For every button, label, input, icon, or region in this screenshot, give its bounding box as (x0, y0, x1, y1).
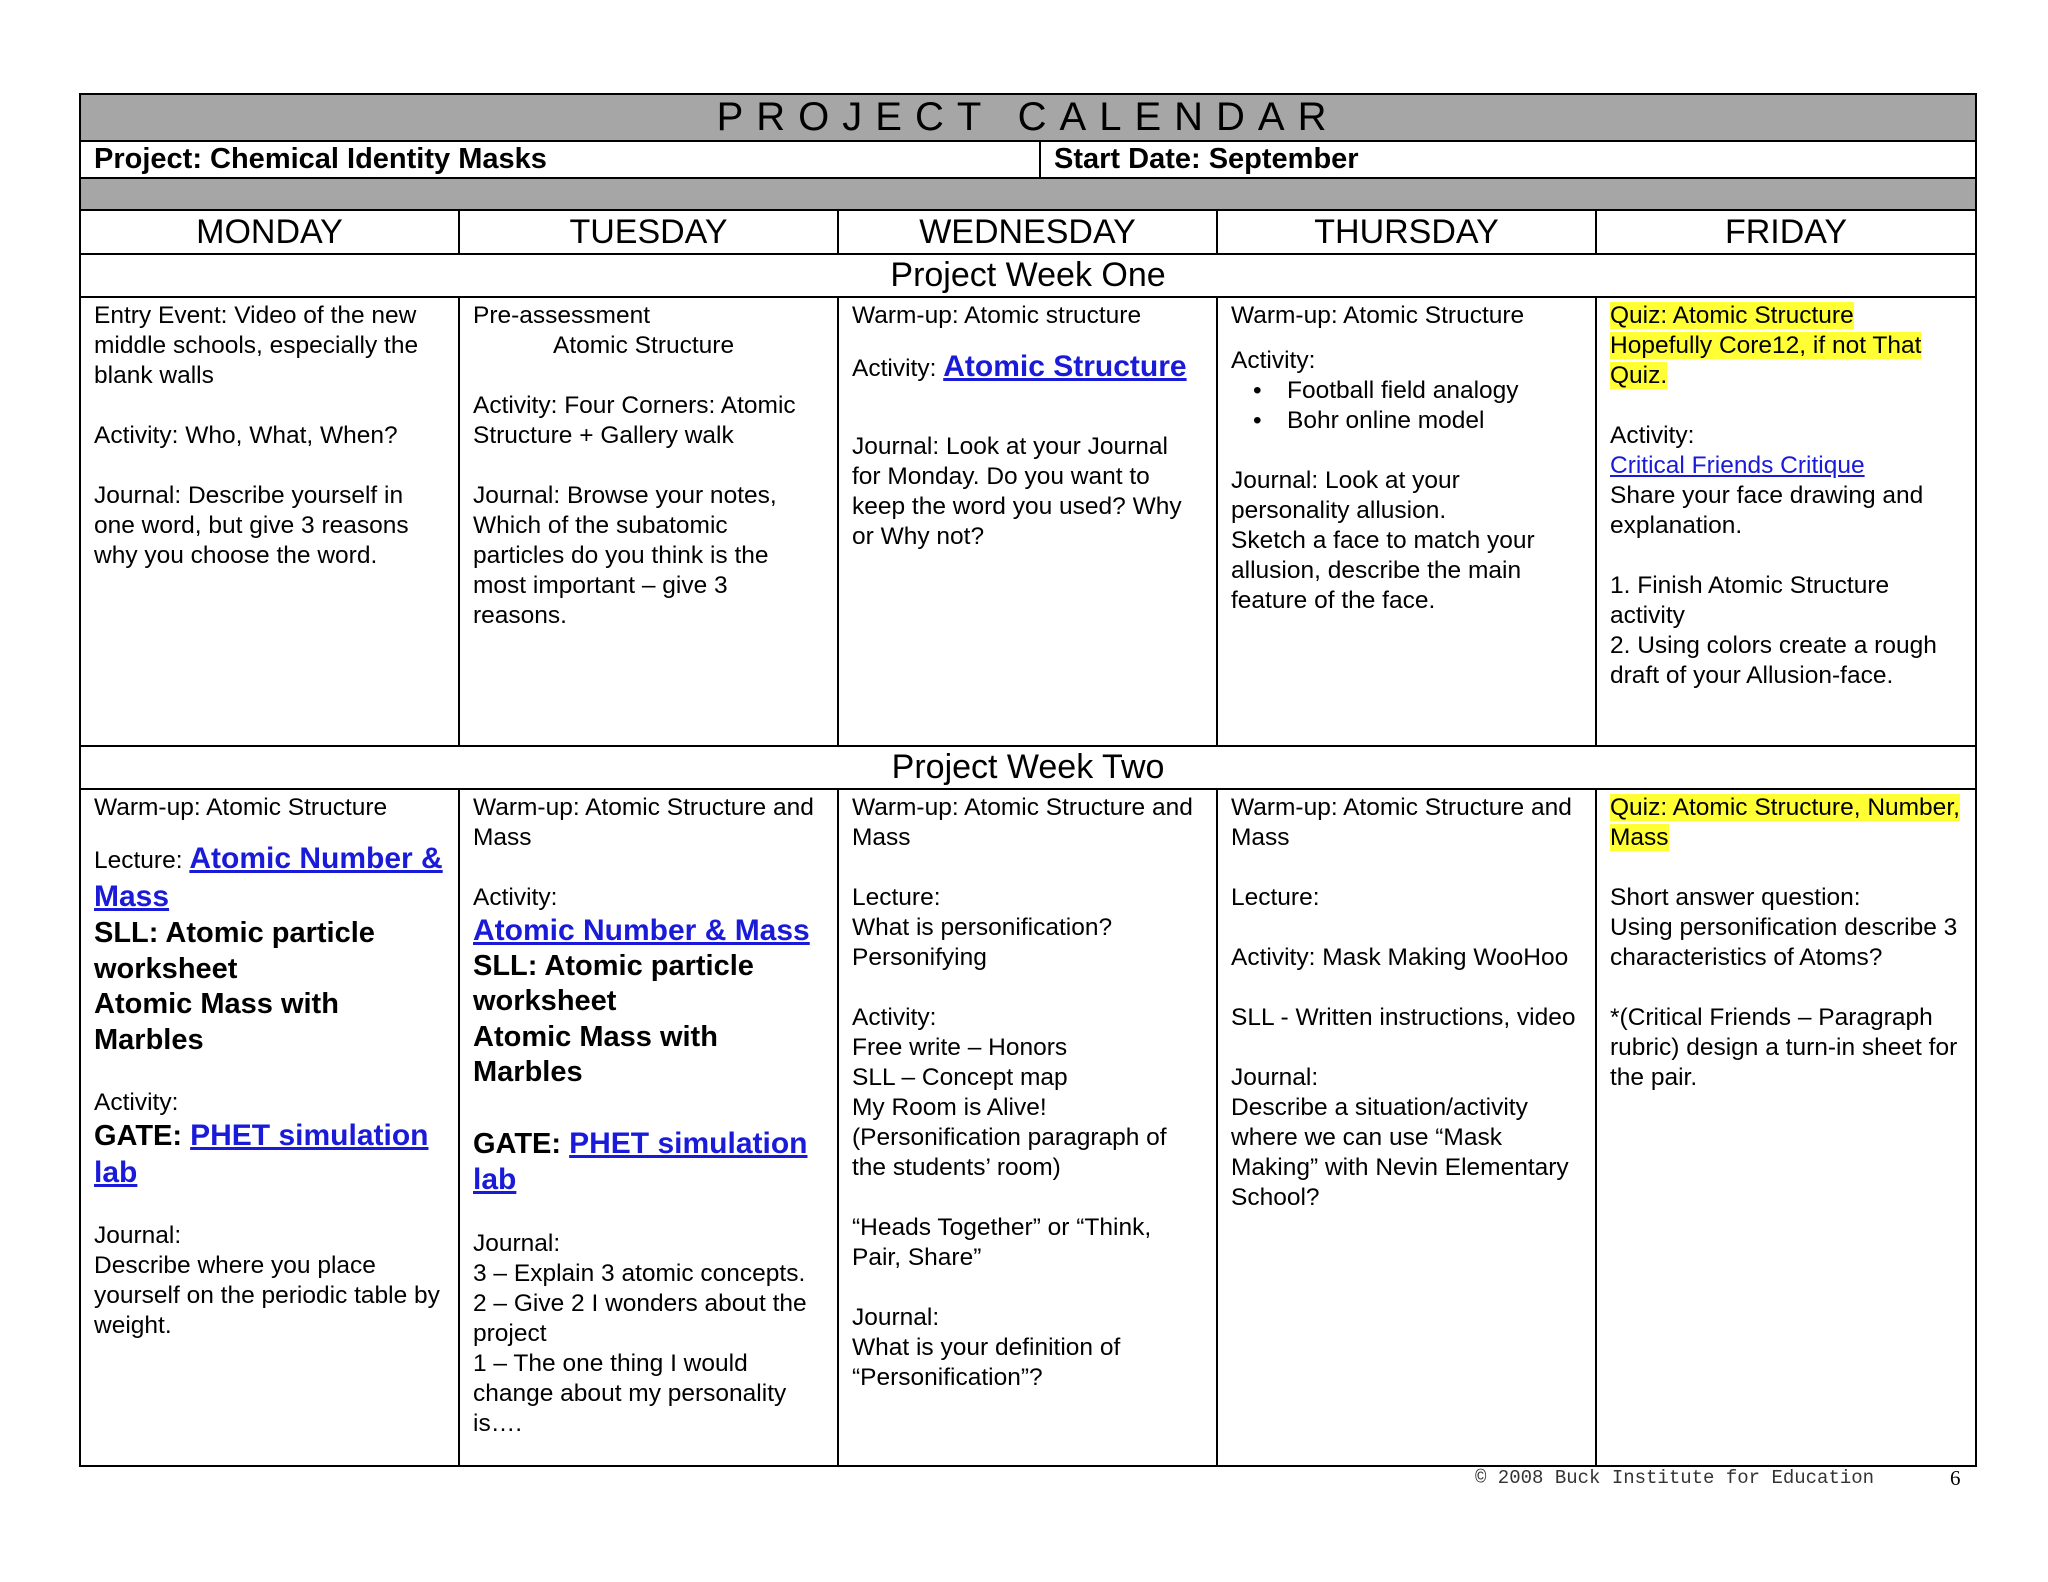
share-text: Share your face drawing and explanation. (1610, 482, 1924, 539)
sll-text: SLL: Atomic particle worksheet (473, 949, 754, 1017)
project-name: Project: Chemical Identity Masks (81, 142, 1041, 177)
journal-text: What is your definition of “Personification”? (852, 1334, 1121, 1391)
quiz-highlight: Quiz: Atomic Structure, Number, Mass (1610, 794, 1960, 851)
critical-friends-text: *(Critical Friends – Paragraph rubric) design a turn-in sheet for the pair. (1610, 1004, 1958, 1091)
journal-text: Describe where you place yourself on the periodic table by weight. (94, 1252, 440, 1339)
step-two: 2. Using colors create a rough draft of your Allusion-face. (1610, 632, 1937, 689)
divider-bar (80, 178, 1976, 210)
week-one-label: Project Week One (80, 254, 1976, 297)
day-header-wednesday: WEDNESDAY (838, 210, 1217, 254)
week1-tuesday-cell (459, 297, 838, 746)
atomic-mass-text: Atomic Mass with Marbles (473, 1020, 718, 1088)
week2-wednesday-cell (838, 789, 1217, 1466)
journal-item-2: 2 – Give 2 I wonders about the project (473, 1289, 807, 1347)
room-text: My Room is Alive! (Personification paragraph of the students’ room) (852, 1094, 1167, 1181)
activity-text: Activity: Four Corners: Atomic Structure + Gallery walk (473, 392, 796, 449)
week1-monday-cell (80, 297, 459, 746)
activity-label: Activity: (94, 1089, 179, 1116)
day-header-tuesday: TUESDAY (459, 210, 838, 254)
sll-text: SLL: Atomic particle worksheet (94, 917, 375, 985)
bullet-item: • Football field analogy (1287, 376, 1582, 406)
journal-label: Journal: (94, 1222, 182, 1249)
sll-text: SLL – Concept map (852, 1064, 1068, 1091)
pre-assessment: Pre-assessment (473, 302, 651, 329)
step-one: 1. Finish Atomic Structure activity (1610, 572, 1890, 629)
activity-text: Activity: Mask Making WooHoo (1231, 944, 1569, 971)
atomic-structure-link[interactable]: Atomic Structure (943, 350, 1187, 383)
gate-label: GATE: (473, 1127, 570, 1160)
entry-event: Entry Event: Video of the new middle schools, especially the blank walls (94, 302, 419, 389)
journal-label: Journal: (473, 1229, 561, 1257)
journal-item-1: 1 – The one thing I would change about my personality is…. (473, 1349, 787, 1437)
activity-label: Activity: (852, 355, 944, 382)
lecture-question: What is personification? Personifying (852, 914, 1113, 971)
pre-assessment-topic: Atomic Structure (553, 332, 735, 359)
journal-text: Journal: Look at your Journal for Monday. Do you want to keep the word you used? Why or Why not? (852, 433, 1182, 550)
atomic-mass-text: Atomic Mass with Marbles (94, 988, 339, 1056)
journal-text: Describe a situation/activity where we can use “Mask Making” with Nevin Elementary School? (1231, 1094, 1569, 1211)
short-answer-label: Short answer question: (1610, 884, 1861, 911)
activity-label: Activity: (1610, 422, 1695, 449)
freewrite-text: Free write – Honors (852, 1034, 1068, 1061)
week2-friday-cell (1596, 789, 1976, 1466)
sketch-text: Sketch a face to match your allusion, describe the main feature of the face. (1231, 527, 1535, 614)
warmup-text: Warm-up: Atomic Structure and Mass (1231, 794, 1572, 851)
week2-monday-cell (80, 789, 459, 1466)
week2-thursday-cell (1217, 789, 1596, 1466)
phet-simulation-link[interactable]: PHET simulation lab (94, 1119, 429, 1189)
day-header-monday: MONDAY (80, 210, 459, 254)
warmup-text: Warm-up: Atomic Structure and Mass (852, 794, 1193, 851)
warmup-text: Warm-up: Atomic structure (852, 302, 1142, 329)
start-date: Start Date: September (1054, 143, 1359, 175)
gate-label: GATE: (94, 1120, 191, 1152)
critical-friends-link[interactable]: Critical Friends Critique (1610, 452, 1865, 479)
journal-text: Journal: Look at your personality allusion. (1231, 467, 1460, 524)
atomic-number-mass-link[interactable]: Atomic Number & Mass (94, 842, 443, 913)
journal-label: Journal: (1231, 1064, 1319, 1091)
bullet-item: • Bohr online model (1287, 406, 1582, 436)
week-two-label: Project Week Two (80, 746, 1976, 789)
journal-text: Journal: Browse your notes, Which of the subatomic particles do you think is the most important – give 3 reasons. (473, 482, 777, 629)
quiz-highlight: Quiz: Atomic Structure Hopefully Core12, if not That Quiz. (1610, 302, 1922, 389)
journal-item-3: 3 – Explain 3 atomic concepts. (473, 1259, 806, 1287)
atomic-number-mass-link[interactable]: Atomic Number & Mass (473, 914, 810, 947)
lecture-label: Lecture: (94, 847, 190, 874)
page-number: 6 (1950, 1466, 1961, 1490)
copyright-footer: © 2008 Buck Institute for Education (1475, 1467, 1875, 1489)
sll-text: SLL - Written instructions, video (1231, 1004, 1576, 1031)
warmup-text: Warm-up: Atomic Structure and Mass (473, 794, 814, 851)
week1-friday-cell (1596, 297, 1976, 746)
warmup-text: Warm-up: Atomic Structure (1231, 302, 1525, 329)
week1-thursday-cell (1217, 297, 1596, 746)
lecture-label: Lecture: (1231, 884, 1320, 911)
lecture-label: Lecture: (852, 884, 941, 911)
heads-together-text: “Heads Together” or “Think, Pair, Share” (852, 1214, 1152, 1271)
phet-simulation-link[interactable]: PHET simulation lab (473, 1126, 808, 1196)
week2-tuesday-cell (459, 789, 838, 1466)
activity-label: Activity: (852, 1004, 937, 1031)
calendar-table (79, 93, 1977, 1467)
week1-wednesday-cell (838, 297, 1217, 746)
activity-label: Activity: (1231, 347, 1316, 374)
warmup-text: Warm-up: Atomic Structure (94, 794, 388, 821)
day-header-thursday: THURSDAY (1217, 210, 1596, 254)
journal-label: Journal: (852, 1304, 940, 1331)
project-calendar-page (79, 93, 1975, 1467)
journal-text: Journal: Describe yourself in one word, but give 3 reasons why you choose the word. (94, 482, 409, 569)
activity-text: Activity: Who, What, When? (94, 422, 398, 449)
day-header-friday: FRIDAY (1596, 210, 1976, 254)
short-answer-text: Using personification describe 3 characteristics of Atoms? (1610, 914, 1958, 971)
activity-bullets (1231, 376, 1582, 436)
activity-label: Activity: (473, 884, 558, 911)
calendar-title: PROJECT CALENDAR (80, 94, 1976, 141)
